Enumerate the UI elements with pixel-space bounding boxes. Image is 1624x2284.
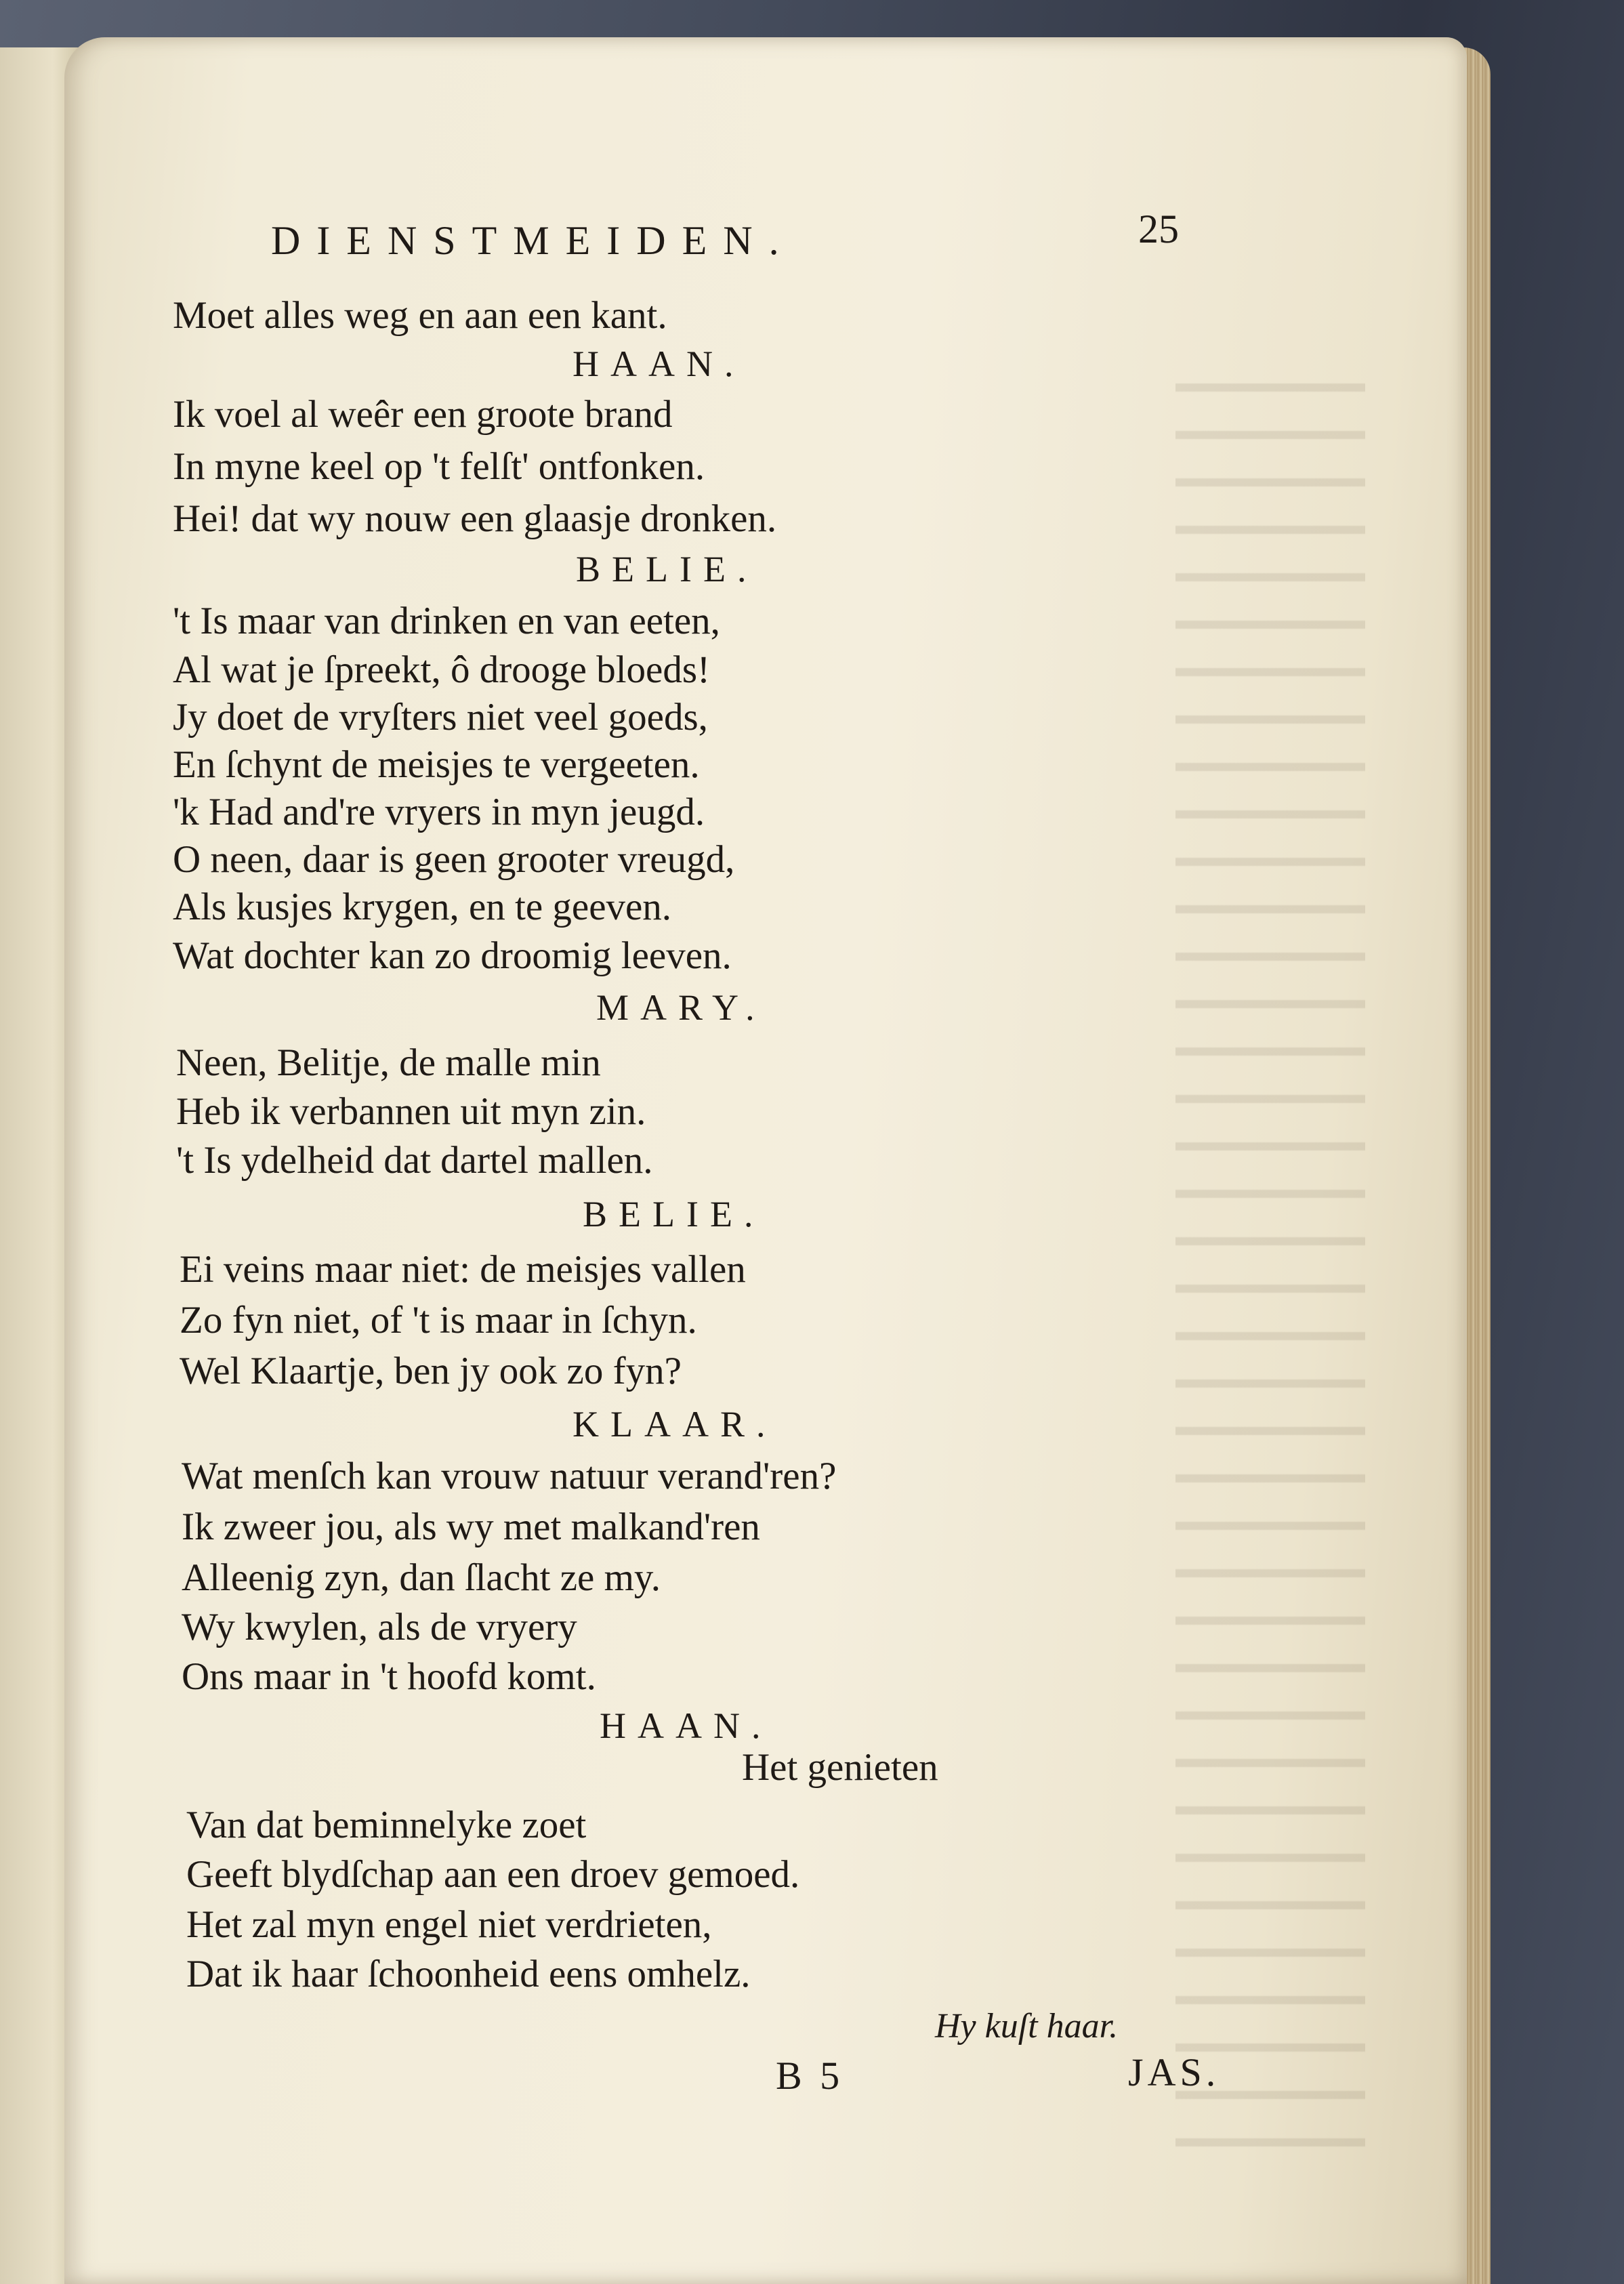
speaker-name: BELIE. xyxy=(583,1194,765,1234)
verse-line: In myne keel op 't felſt' ontfonken. xyxy=(173,445,705,488)
verse-line: Zo fyn niet, of 't is maar in ſchyn. xyxy=(180,1299,697,1342)
verse-line: Het genieten xyxy=(742,1746,938,1789)
verse-line: 't Is maar van drinken en van eeten, xyxy=(173,600,720,642)
speaker-name: KLAAR. xyxy=(572,1404,777,1445)
verse-line: Ei veins maar niet: de meisjes vallen xyxy=(180,1248,746,1291)
show-through-text xyxy=(1175,356,1365,2185)
running-head: DIENSTMEIDEN. xyxy=(271,218,795,263)
verse-line: En ſchynt de meisjes te vergeeten. xyxy=(173,743,700,786)
verse-line: Ik zweer jou, als wy met malkand'ren xyxy=(182,1506,760,1548)
verse-line: Neen, Belitje, de malle min xyxy=(176,1041,601,1084)
verse-line: Wat menſch kan vrouw natuur verand'ren? xyxy=(182,1455,837,1497)
verse-line: Dat ik haar ſchoonheid eens omhelz. xyxy=(186,1953,751,1995)
speaker-name: MARY. xyxy=(596,987,766,1028)
verse-line: O neen, daar is geen grooter vreugd, xyxy=(173,838,735,881)
verse-line: Wy kwylen, als de vryery xyxy=(182,1606,577,1648)
verse-line: Ik voel al weêr een groote brand xyxy=(173,393,673,436)
speaker-name: BELIE. xyxy=(576,549,758,589)
verse-line: Ons maar in 't hoofd komt. xyxy=(182,1655,596,1698)
verse-line: Hei! dat wy nouw een glaasje dronken. xyxy=(173,497,777,540)
speaker-name: HAAN. xyxy=(600,1705,772,1746)
verse-line: Wel Klaartje, ben jy ook zo fyn? xyxy=(180,1350,682,1392)
verse-line: Geeft blydſchap aan een droev gemoed. xyxy=(186,1853,800,1896)
verse-line: Al wat je ſpreekt, ô drooge bloeds! xyxy=(173,648,711,691)
speaker-name: HAAN. xyxy=(572,344,745,384)
signature-mark: B 5 xyxy=(776,2054,844,2098)
verse-line: Van dat beminnelyke zoet xyxy=(186,1804,587,1846)
verse-line: Alleenig zyn, dan ſlacht ze my. xyxy=(182,1556,661,1599)
verse-line: Moet alles weg en aan een kant. xyxy=(173,294,667,337)
stage-direction: Hy kuſt haar. xyxy=(935,2007,1119,2046)
verse-line: Jy doet de vryſters niet veel goeds, xyxy=(173,696,708,739)
verse-line: Als kusjes krygen, en te geeven. xyxy=(173,886,672,928)
verse-line: Wat dochter kan zo droomig leeven. xyxy=(173,934,732,977)
verse-line: Heb ik verbannen uit myn zin. xyxy=(176,1090,646,1133)
verse-line: 'k Had and're vryers in myn jeugd. xyxy=(173,791,705,833)
catchword: JAS. xyxy=(1128,2050,1220,2094)
page-number: 25 xyxy=(1138,207,1179,251)
verse-line: 't Is ydelheid dat dartel mallen. xyxy=(176,1139,653,1182)
verse-line: Het zal myn engel niet verdrieten, xyxy=(186,1903,712,1946)
